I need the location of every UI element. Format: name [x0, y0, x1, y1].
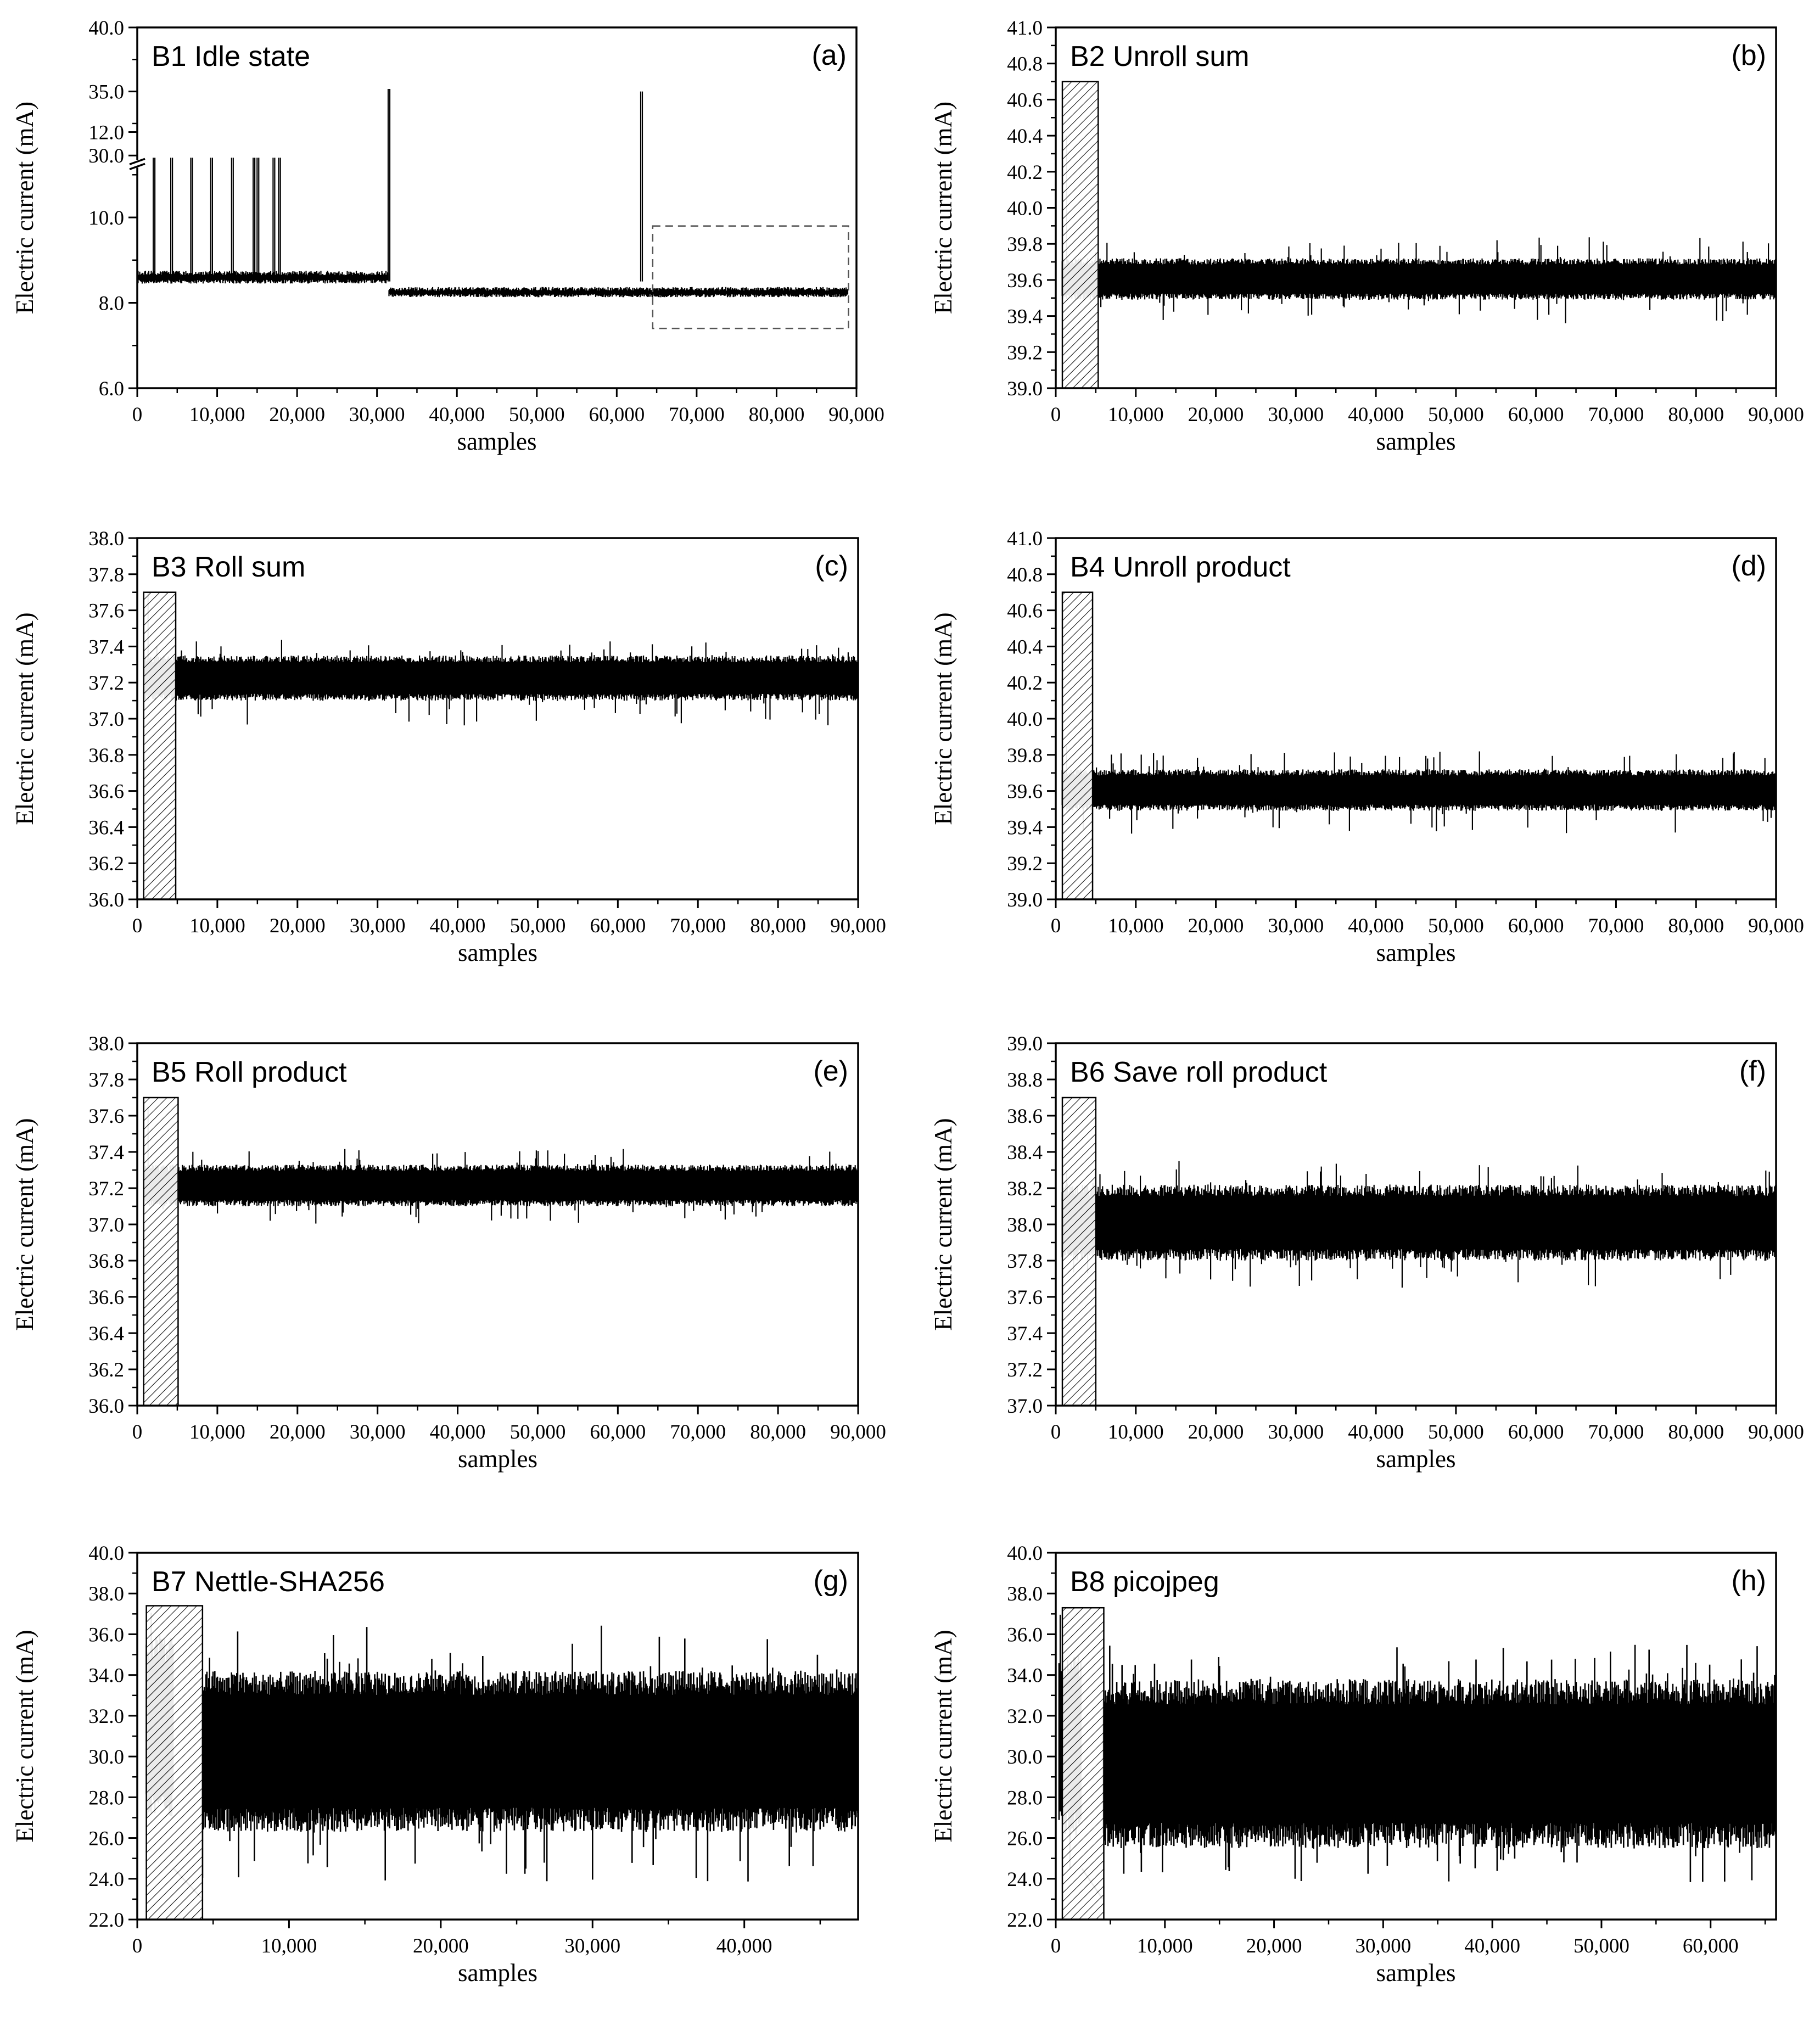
x-tick-label: 80,000: [1668, 915, 1724, 937]
y-tick-label: 24.0: [1007, 1868, 1043, 1891]
hatched-region-f: [1062, 1098, 1096, 1406]
y-axis-title-h: Electric current (mA): [929, 1630, 957, 1843]
y-tick-label: 39.6: [1007, 269, 1043, 292]
x-tick-label: 60,000: [1682, 1935, 1739, 1957]
y-tick-label: 22.0: [1007, 1909, 1043, 1932]
y-tick-label: 34.0: [1007, 1664, 1043, 1687]
x-axis-c: [132, 899, 886, 937]
panel-label-e: (e): [813, 1055, 848, 1087]
x-tick-label: 80,000: [1668, 404, 1724, 426]
panel-title-a: B1 Idle state: [152, 41, 311, 72]
panel-e: [11, 1033, 886, 1473]
y-tick-label: 35.0: [88, 81, 124, 104]
y-tick-label: 39.6: [1007, 780, 1043, 803]
y-tick-label: 38.0: [88, 528, 124, 550]
x-tick-label: 70,000: [1588, 915, 1644, 937]
x-tick-label: 60,000: [1508, 404, 1564, 426]
y-axis-g: [88, 1542, 137, 1932]
y-axis-title-f: Electric current (mA): [929, 1118, 957, 1331]
y-tick-label: 30.0: [88, 1746, 124, 1769]
x-tick-label: 70,000: [1588, 1421, 1644, 1443]
y-tick-label: 38.0: [88, 1583, 124, 1606]
plot-frame-c: [137, 538, 858, 899]
y-tick-label: 36.4: [88, 1323, 124, 1345]
x-tick-label: 0: [1050, 404, 1061, 426]
x-tick-label: 10,000: [261, 1935, 317, 1957]
x-tick-label: 10,000: [189, 404, 245, 426]
x-axis-g: [132, 1920, 820, 1957]
y-tick-label: 38.0: [1007, 1214, 1043, 1236]
x-tick-label: 20,000: [1246, 1935, 1302, 1957]
x-tick-label: 0: [1050, 1935, 1061, 1957]
y-tick-label: 37.2: [88, 1178, 124, 1200]
y-tick-label: 36.8: [88, 744, 124, 767]
x-tick-label: 50,000: [509, 915, 566, 937]
y-tick-label: 38.2: [1007, 1178, 1043, 1200]
x-tick-label: 70,000: [1588, 404, 1644, 426]
y-tick-label: 38.8: [1007, 1069, 1043, 1092]
x-tick-label: 30,000: [1355, 1935, 1412, 1957]
x-tick-label: 50,000: [509, 1421, 566, 1443]
x-axis-title-g: samples: [458, 1959, 537, 1987]
x-tick-label: 0: [132, 1935, 143, 1957]
y-tick-label: 38.0: [88, 1033, 124, 1055]
signal-trace-h: [1059, 1615, 1776, 1899]
x-tick-label: 40,000: [429, 1421, 486, 1443]
y-tick-label: 32.0: [88, 1705, 124, 1728]
x-tick-label: 0: [132, 915, 143, 937]
y-tick-label: 37.0: [88, 1214, 124, 1236]
x-tick-label: 60,000: [1508, 1421, 1564, 1443]
x-tick-label: 90,000: [1748, 915, 1804, 937]
x-tick-label: 30,000: [1268, 1421, 1324, 1443]
x-tick-label: 90,000: [830, 915, 886, 937]
x-tick-label: 60,000: [1508, 915, 1564, 937]
panel-title-g: B7 Nettle-SHA256: [152, 1566, 385, 1598]
panel-title-b: B2 Unroll sum: [1070, 41, 1250, 72]
y-tick-label: 37.0: [88, 708, 124, 731]
y-tick-label: 39.0: [1007, 378, 1043, 400]
x-tick-label: 0: [132, 404, 143, 426]
x-axis-a: [132, 388, 884, 426]
y-tick-label: 28.0: [88, 1787, 124, 1810]
y-tick-label: 36.0: [88, 1624, 124, 1647]
plot-frame-e: [137, 1043, 858, 1406]
signal-trace-e: [144, 1107, 858, 1224]
hatched-region-h: [1062, 1608, 1104, 1920]
hatched-region-c: [144, 592, 176, 899]
y-axis-title-b: Electric current (mA): [929, 101, 957, 315]
x-axis-h: [1051, 1920, 1765, 1957]
y-tick-label: 36.0: [88, 1395, 124, 1418]
signal-trace-d: [1062, 746, 1776, 833]
panel-label-b: (b): [1731, 40, 1766, 71]
x-tick-label: 20,000: [1188, 915, 1244, 937]
signal-path-h: [1059, 1615, 1776, 1899]
x-tick-label: 50,000: [1428, 915, 1484, 937]
y-tick-label: 37.8: [1007, 1250, 1043, 1273]
y-tick-label: 12.0: [88, 121, 124, 144]
y-axis-title-d: Electric current (mA): [929, 612, 957, 825]
y-tick-label: 36.6: [88, 1286, 124, 1309]
y-axis-f: [1007, 1033, 1056, 1418]
x-tick-label: 50,000: [1428, 404, 1484, 426]
signal-path-g: [147, 1613, 858, 1899]
x-tick-label: 80,000: [748, 404, 805, 426]
x-tick-label: 10,000: [1107, 915, 1164, 937]
panel-title-c: B3 Roll sum: [152, 551, 306, 583]
hatched-region-d: [1062, 592, 1093, 899]
panel-f: [929, 1033, 1804, 1473]
x-axis-d: [1051, 899, 1804, 937]
signal-trace-c: [144, 592, 858, 725]
x-tick-label: 10,000: [1107, 404, 1164, 426]
signal-trace-a: [137, 89, 848, 297]
y-tick-label: 41.0: [1007, 17, 1043, 40]
x-axis-title-c: samples: [458, 939, 537, 966]
x-tick-label: 30,000: [349, 404, 405, 426]
x-tick-label: 70,000: [670, 1421, 726, 1443]
x-tick-label: 0: [1050, 915, 1061, 937]
y-axis-title-e: Electric current (mA): [11, 1118, 38, 1331]
x-tick-label: 50,000: [1428, 1421, 1484, 1443]
y-tick-label: 39.8: [1007, 233, 1043, 256]
x-tick-label: 60,000: [589, 404, 645, 426]
x-tick-label: 20,000: [269, 404, 325, 426]
x-axis-title-d: samples: [1376, 939, 1456, 966]
y-tick-label: 24.0: [88, 1868, 124, 1891]
panel-title-d: B4 Unroll product: [1070, 551, 1291, 583]
y-tick-label: 40.0: [88, 1542, 124, 1565]
panel-label-a: (a): [811, 40, 847, 71]
x-tick-label: 0: [132, 1421, 143, 1443]
panel-a: [11, 17, 884, 455]
y-tick-label: 36.4: [88, 816, 124, 840]
x-axis-title-a: samples: [457, 428, 537, 455]
panel-title-h: B8 picojpeg: [1070, 1566, 1219, 1598]
plot-frame-d: [1056, 538, 1776, 899]
y-axis-h: [1007, 1542, 1056, 1932]
x-tick-label: 90,000: [1748, 404, 1804, 426]
y-tick-label: 40.8: [1007, 563, 1043, 586]
x-tick-label: 20,000: [1188, 404, 1244, 426]
panel-label-d: (d): [1731, 550, 1766, 582]
panel-g: [11, 1542, 858, 1987]
hatched-region-g: [147, 1605, 203, 1920]
panel-label-g: (g): [813, 1565, 848, 1597]
signal-path-d: [1062, 746, 1776, 833]
x-tick-label: 20,000: [269, 915, 326, 937]
y-tick-label: 40.6: [1007, 600, 1043, 623]
y-tick-label: 37.4: [88, 1142, 124, 1164]
y-tick-label: 39.2: [1007, 853, 1043, 876]
y-tick-label: 37.6: [1007, 1286, 1043, 1309]
y-tick-label: 26.0: [1007, 1827, 1043, 1850]
x-axis-b: [1051, 388, 1804, 426]
y-tick-label: 39.4: [1007, 816, 1043, 840]
plot-frame-a: [137, 27, 856, 388]
y-tick-label: 26.0: [88, 1827, 124, 1850]
x-tick-label: 80,000: [1668, 1421, 1724, 1443]
y-tick-label: 36.6: [88, 780, 124, 803]
x-axis-title-f: samples: [1376, 1445, 1456, 1473]
y-tick-label: 40.2: [1007, 161, 1043, 184]
y-tick-label: 30.0: [88, 145, 124, 168]
y-tick-label: 36.2: [88, 853, 124, 876]
x-tick-label: 90,000: [1748, 1421, 1804, 1443]
y-axis-title-a: Electric current (mA): [11, 101, 38, 315]
y-tick-label: 37.4: [88, 636, 124, 659]
y-tick-label: 39.0: [1007, 1033, 1043, 1055]
y-tick-label: 37.8: [88, 563, 124, 586]
signal-path-c: [144, 592, 858, 725]
x-tick-label: 30,000: [564, 1935, 621, 1957]
y-axis-c: [88, 528, 137, 911]
x-axis-title-e: samples: [458, 1445, 537, 1473]
x-tick-label: 60,000: [590, 1421, 646, 1443]
panel-title-e: B5 Roll product: [152, 1056, 347, 1088]
x-tick-label: 20,000: [412, 1935, 469, 1957]
x-tick-label: 40,000: [1348, 915, 1404, 937]
panel-label-c: (c): [815, 550, 848, 582]
x-tick-label: 40,000: [429, 404, 485, 426]
y-tick-label: 41.0: [1007, 528, 1043, 550]
signal-path-a: [137, 89, 848, 297]
y-tick-label: 40.0: [1007, 708, 1043, 731]
y-tick-label: 37.2: [1007, 1359, 1043, 1381]
y-axis-title-c: Electric current (mA): [11, 612, 38, 825]
panel-d: [929, 528, 1804, 966]
hatched-region-b: [1062, 82, 1098, 388]
y-tick-label: 39.2: [1007, 342, 1043, 365]
y-tick-label: 10.0: [88, 207, 124, 230]
x-tick-label: 30,000: [1268, 915, 1324, 937]
y-tick-label: 37.8: [88, 1069, 124, 1092]
y-tick-label: 36.0: [1007, 1624, 1043, 1647]
x-axis-title-b: samples: [1376, 428, 1456, 455]
plot-frame-b: [1056, 27, 1776, 388]
y-tick-label: 40.8: [1007, 53, 1043, 76]
y-tick-label: 28.0: [1007, 1787, 1043, 1810]
x-tick-label: 70,000: [669, 404, 725, 426]
y-tick-label: 30.0: [1007, 1746, 1043, 1769]
y-axis-b: [1007, 17, 1056, 400]
y-tick-label: 38.6: [1007, 1105, 1043, 1128]
x-tick-label: 30,000: [1268, 404, 1324, 426]
x-tick-label: 50,000: [508, 404, 565, 426]
x-tick-label: 20,000: [1188, 1421, 1244, 1443]
panel-b: [929, 17, 1804, 455]
y-tick-label: 32.0: [1007, 1705, 1043, 1728]
x-axis-title-h: samples: [1376, 1959, 1456, 1987]
y-tick-label: 39.0: [1007, 889, 1043, 911]
x-tick-label: 40,000: [429, 915, 486, 937]
y-tick-label: 40.6: [1007, 89, 1043, 112]
x-tick-label: 0: [1050, 1421, 1061, 1443]
y-tick-label: 34.0: [88, 1664, 124, 1687]
signal-trace-g: [147, 1613, 858, 1899]
x-tick-label: 60,000: [590, 915, 646, 937]
y-tick-label: 22.0: [88, 1909, 124, 1932]
y-tick-label: 36.0: [88, 889, 124, 911]
x-tick-label: 80,000: [750, 915, 806, 937]
y-tick-label: 37.6: [88, 600, 124, 623]
x-tick-label: 20,000: [269, 1421, 326, 1443]
y-tick-label: 8.0: [98, 292, 124, 315]
signal-trace-f: [1062, 1161, 1776, 1288]
x-tick-label: 90,000: [830, 1421, 886, 1443]
y-tick-label: 36.8: [88, 1250, 124, 1273]
y-tick-label: 40.0: [1007, 1542, 1043, 1565]
panel-label-f: (f): [1739, 1055, 1766, 1087]
y-tick-label: 38.4: [1007, 1142, 1043, 1164]
panel-title-f: B6 Save roll product: [1070, 1056, 1328, 1088]
x-tick-label: 10,000: [189, 1421, 245, 1443]
x-axis-e: [132, 1406, 886, 1443]
x-tick-label: 40,000: [716, 1935, 772, 1957]
panel-h: [929, 1542, 1776, 1987]
y-tick-label: 37.0: [1007, 1395, 1043, 1418]
y-axis-d: [1007, 528, 1056, 911]
x-tick-label: 50,000: [1573, 1935, 1629, 1957]
y-tick-label: 40.2: [1007, 672, 1043, 695]
signal-path-e: [144, 1107, 858, 1224]
hatched-region-e: [144, 1098, 178, 1406]
x-tick-label: 70,000: [670, 915, 726, 937]
x-tick-label: 10,000: [1136, 1935, 1193, 1957]
y-tick-label: 40.4: [1007, 125, 1043, 148]
x-tick-label: 80,000: [750, 1421, 806, 1443]
x-tick-label: 30,000: [349, 1421, 406, 1443]
y-tick-label: 39.4: [1007, 305, 1043, 328]
y-tick-label: 39.8: [1007, 744, 1043, 767]
x-tick-label: 10,000: [1107, 1421, 1164, 1443]
panel-label-h: (h): [1731, 1565, 1766, 1597]
signal-path-f: [1062, 1161, 1776, 1288]
dashed-annotation-box: [653, 226, 849, 329]
y-axis-e: [88, 1033, 137, 1418]
y-axis-title-g: Electric current (mA): [11, 1630, 38, 1843]
y-tick-label: 37.6: [88, 1105, 124, 1128]
x-tick-label: 10,000: [189, 915, 245, 937]
y-tick-label: 40.0: [88, 17, 124, 40]
y-tick-label: 6.0: [98, 378, 124, 400]
x-tick-label: 40,000: [1464, 1935, 1521, 1957]
signal-trace-b: [1062, 136, 1776, 323]
x-tick-label: 40,000: [1348, 404, 1404, 426]
x-axis-f: [1051, 1406, 1804, 1443]
y-tick-label: 36.2: [88, 1359, 124, 1381]
panel-c: [11, 528, 886, 966]
signal-path-b: [1062, 136, 1776, 323]
x-tick-label: 30,000: [349, 915, 406, 937]
y-tick-label: 40.0: [1007, 197, 1043, 220]
y-tick-label: 37.4: [1007, 1323, 1043, 1345]
y-tick-label: 38.0: [1007, 1583, 1043, 1606]
x-tick-label: 90,000: [828, 404, 884, 426]
y-tick-label: 40.4: [1007, 636, 1043, 659]
x-tick-label: 40,000: [1348, 1421, 1404, 1443]
y-tick-label: 37.2: [88, 672, 124, 695]
